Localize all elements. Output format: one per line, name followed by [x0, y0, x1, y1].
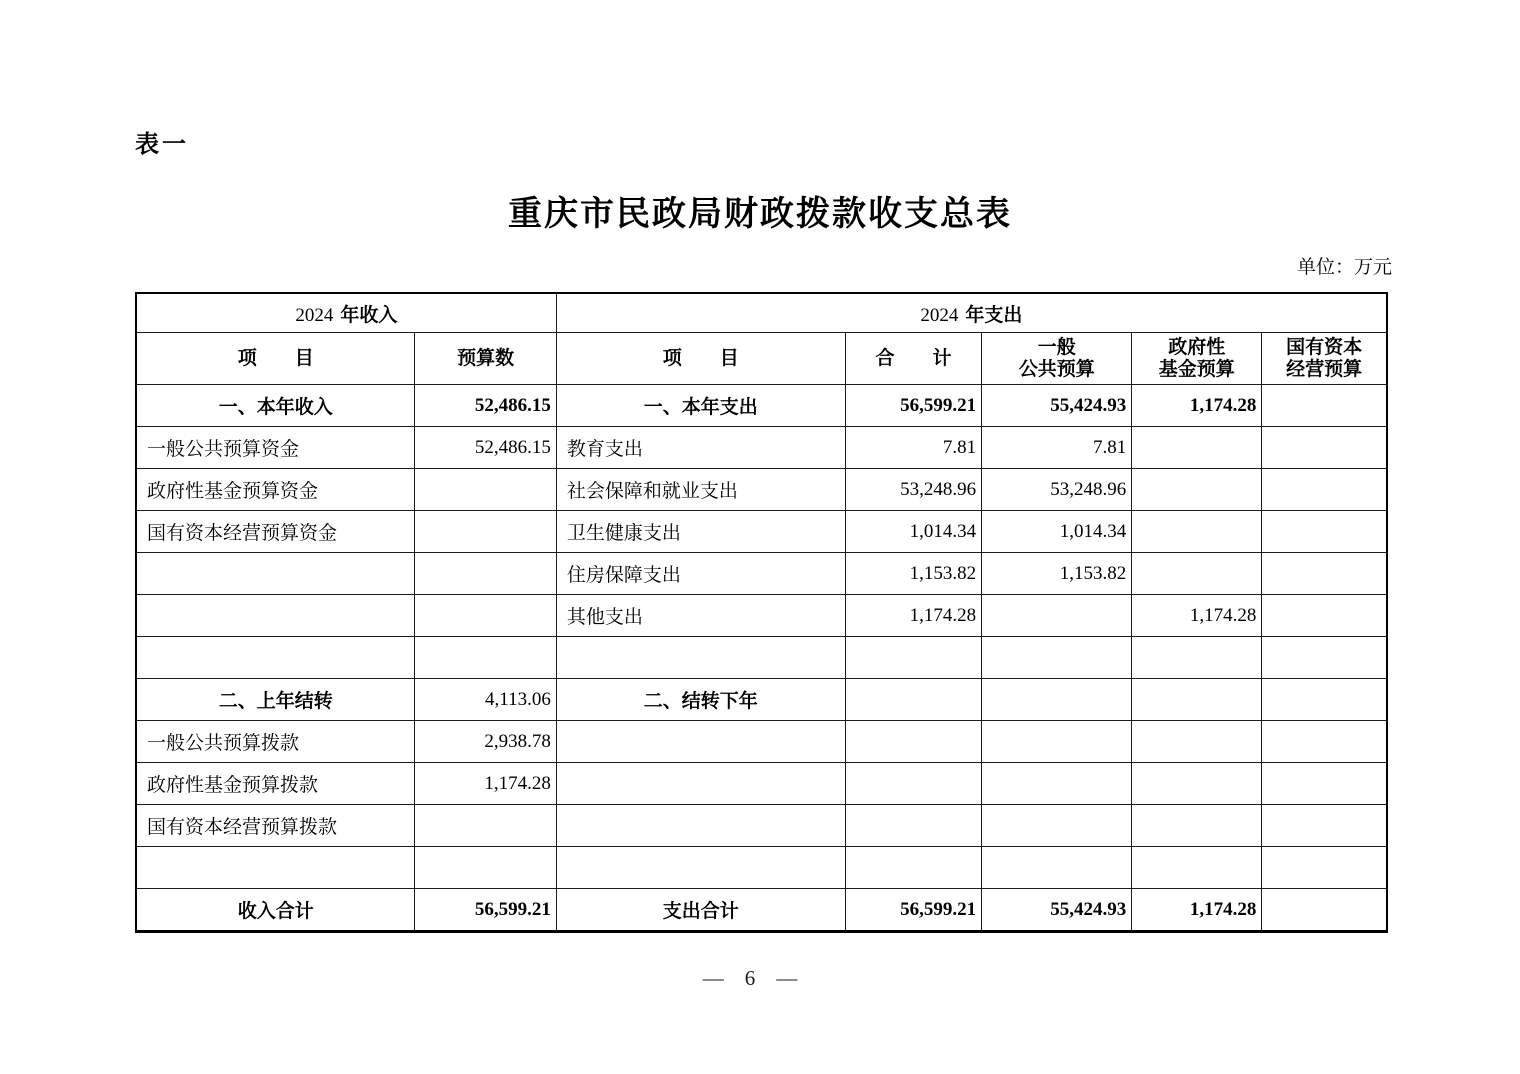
section-header-row — [136, 293, 1387, 333]
table-cell — [1132, 847, 1262, 889]
table-row — [136, 637, 1387, 679]
table-cell — [1132, 511, 1262, 553]
table-cell: 1,174.28 — [1132, 595, 1262, 637]
column-header-state-capital-budget — [1262, 333, 1387, 385]
table-cell — [1262, 889, 1387, 932]
table-cell — [1262, 679, 1387, 721]
table-cell — [136, 595, 415, 637]
table-cell — [136, 553, 415, 595]
table-cell: 一般公共预算拨款 — [136, 721, 415, 763]
table-cell: 1,153.82 — [982, 553, 1132, 595]
table-cell: 56,599.21 — [415, 889, 556, 932]
table-cell — [982, 637, 1132, 679]
table-cell — [415, 595, 556, 637]
budget-table-head — [136, 293, 1387, 385]
table-cell — [556, 847, 845, 889]
table-cell — [415, 637, 556, 679]
table-cell — [1262, 385, 1387, 427]
table-cell — [1132, 679, 1262, 721]
table-cell: 支出合计 — [556, 889, 845, 932]
header-line: 经营预算 — [1286, 358, 1363, 380]
table-row — [136, 385, 1387, 427]
table-cell — [845, 763, 981, 805]
table-cell — [982, 847, 1132, 889]
expense-year: 2024 — [920, 304, 959, 326]
table-cell — [982, 679, 1132, 721]
table-cell: 56,599.21 — [845, 889, 981, 932]
table-cell — [415, 511, 556, 553]
column-header-income-item: 项 目 — [136, 333, 415, 385]
page-title: 重庆市民政局财政拨款收支总表 — [508, 196, 1012, 233]
table-cell: 其他支出 — [556, 595, 845, 637]
expense-section-header — [556, 293, 1387, 333]
table-cell: 住房保障支出 — [556, 553, 845, 595]
column-header-row — [136, 333, 1387, 385]
table-cell: 社会保障和就业支出 — [556, 469, 845, 511]
table-cell — [982, 805, 1132, 847]
budget-table — [135, 292, 1388, 933]
table-cell: 55,424.93 — [982, 889, 1132, 932]
table-cell — [1262, 637, 1387, 679]
table-cell — [1132, 763, 1262, 805]
table-cell: 卫生健康支出 — [556, 511, 845, 553]
table-label: 表一 — [135, 131, 189, 158]
table-cell — [556, 637, 845, 679]
income-section-header — [136, 293, 556, 333]
table-row — [136, 847, 1387, 889]
table-cell: 1,174.28 — [1132, 889, 1262, 932]
table-cell — [1132, 805, 1262, 847]
table-row — [136, 553, 1387, 595]
table-cell: 1,153.82 — [845, 553, 981, 595]
table-row — [136, 763, 1387, 805]
table-cell: 1,174.28 — [415, 763, 556, 805]
table-cell — [1132, 553, 1262, 595]
table-cell — [136, 847, 415, 889]
table-cell — [1262, 427, 1387, 469]
header-line: 基金预算 — [1158, 358, 1235, 380]
table-cell: 53,248.96 — [845, 469, 981, 511]
column-header-expense-item: 项 目 — [556, 333, 845, 385]
table-row — [136, 511, 1387, 553]
table-cell — [1262, 763, 1387, 805]
table-cell — [845, 847, 981, 889]
budget-table-body — [136, 385, 1387, 932]
table-cell — [845, 679, 981, 721]
header-line: 公共预算 — [1018, 358, 1095, 380]
table-cell: 国有资本经营预算资金 — [136, 511, 415, 553]
table-cell: 一、本年收入 — [136, 385, 415, 427]
table-cell — [1132, 637, 1262, 679]
table-cell — [415, 553, 556, 595]
table-cell — [1262, 847, 1387, 889]
table-cell: 52,486.15 — [415, 427, 556, 469]
table-cell: 1,174.28 — [845, 595, 981, 637]
table-cell: 一般公共预算资金 — [136, 427, 415, 469]
unit-label: 单位：万元 — [1296, 257, 1392, 278]
table-cell — [845, 637, 981, 679]
income-label: 年收入 — [340, 304, 398, 326]
table-cell — [982, 721, 1132, 763]
table-cell — [1262, 595, 1387, 637]
table-row — [136, 889, 1387, 932]
column-header-budget-amount: 预算数 — [415, 333, 556, 385]
table-cell — [1132, 721, 1262, 763]
table-cell: 收入合计 — [136, 889, 415, 932]
table-cell: 1,174.28 — [1132, 385, 1262, 427]
table-cell — [136, 637, 415, 679]
table-cell — [982, 595, 1132, 637]
table-cell: 53,248.96 — [982, 469, 1132, 511]
table-cell: 55,424.93 — [982, 385, 1132, 427]
table-cell — [556, 805, 845, 847]
table-cell: 52,486.15 — [415, 385, 556, 427]
table-cell — [1262, 805, 1387, 847]
table-cell: 7.81 — [845, 427, 981, 469]
table-cell — [982, 763, 1132, 805]
column-header-general-public-budget — [982, 333, 1132, 385]
header-line: 政府性 — [1168, 336, 1226, 358]
income-year: 2024 — [295, 304, 334, 326]
table-cell — [556, 763, 845, 805]
table-cell — [1132, 427, 1262, 469]
table-row — [136, 595, 1387, 637]
table-row — [136, 427, 1387, 469]
table-cell: 一、本年支出 — [556, 385, 845, 427]
table-cell: 二、上年结转 — [136, 679, 415, 721]
table-cell — [415, 805, 556, 847]
header-line: 国有资本 — [1286, 336, 1363, 358]
table-cell — [1262, 721, 1387, 763]
table-cell — [1262, 553, 1387, 595]
table-cell — [845, 805, 981, 847]
table-cell — [845, 721, 981, 763]
header-line: 一般 — [1037, 336, 1076, 358]
table-cell: 56,599.21 — [845, 385, 981, 427]
table-cell — [1262, 511, 1387, 553]
table-cell — [1262, 469, 1387, 511]
table-cell — [556, 721, 845, 763]
table-row — [136, 805, 1387, 847]
table-cell — [415, 847, 556, 889]
column-header-government-fund-budget — [1132, 333, 1262, 385]
table-cell: 7.81 — [982, 427, 1132, 469]
expense-label: 年支出 — [965, 304, 1023, 326]
table-cell: 二、结转下年 — [556, 679, 845, 721]
table-row — [136, 679, 1387, 721]
table-cell: 4,113.06 — [415, 679, 556, 721]
table-row — [136, 469, 1387, 511]
table-cell: 1,014.34 — [845, 511, 981, 553]
table-row — [136, 721, 1387, 763]
table-cell: 政府性基金预算拨款 — [136, 763, 415, 805]
table-cell: 政府性基金预算资金 — [136, 469, 415, 511]
table-cell: 1,014.34 — [982, 511, 1132, 553]
table-cell: 国有资本经营预算拨款 — [136, 805, 415, 847]
table-cell — [415, 469, 556, 511]
table-cell — [1132, 469, 1262, 511]
table-cell: 教育支出 — [556, 427, 845, 469]
column-header-total: 合 计 — [845, 333, 981, 385]
table-cell: 2,938.78 — [415, 721, 556, 763]
page-number: — 6 — — [702, 966, 798, 990]
